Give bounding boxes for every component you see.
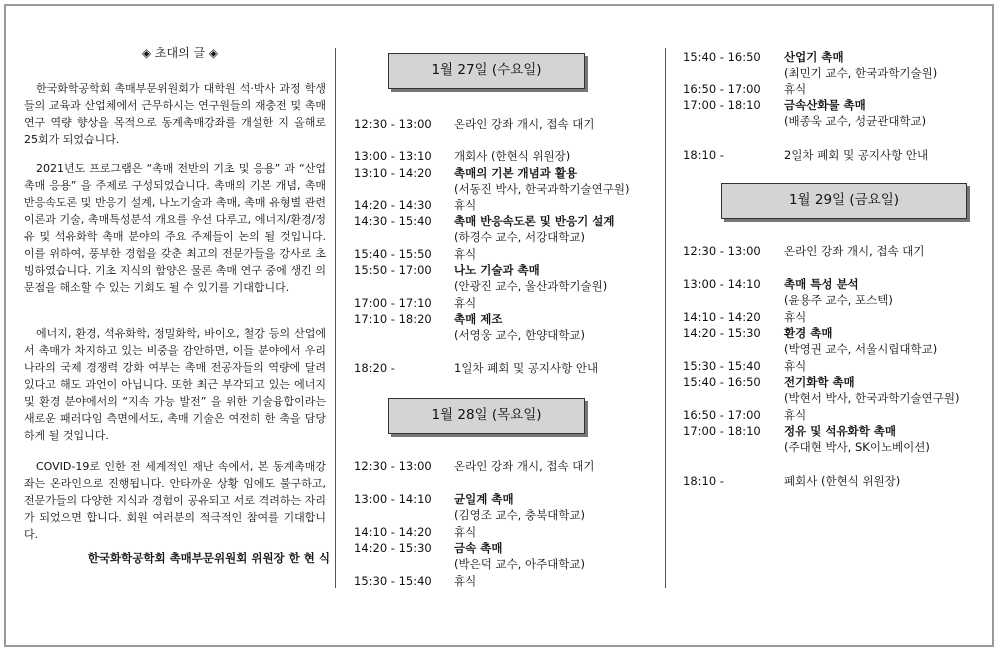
row-event: 정유 및 석유화학 촉매 <box>784 424 896 438</box>
row-speaker: (서동진 박사, 한국과학기술연구원) <box>454 182 630 196</box>
row-time: 14:20 - 14:30 <box>354 198 432 212</box>
row-time: 15:50 - 17:00 <box>354 263 432 277</box>
row-time: 18:20 - <box>354 361 395 375</box>
row-time: 18:10 - <box>683 148 724 162</box>
row-event: 휴식 <box>454 574 477 588</box>
row-event: 휴식 <box>454 525 477 539</box>
row-event: 온라인 강좌 개시, 접속 대기 <box>454 117 595 131</box>
intro-paragraph: 한국화학공학회 촉매부문위원회가 대학원 석·박사 과정 학생들의 교육과 산업체에서 근무하시는 연구원들의 재충전 및 촉매 연구 역량 향상을 목적으로 동계촉매강좌를 개설한 지 올해로 25회가 되었습니다. <box>24 82 326 146</box>
row-time: 12:30 - 13:00 <box>354 459 432 473</box>
row-speaker: (배종욱 교수, 성균관대학교) <box>784 114 927 128</box>
column-divider <box>665 48 666 588</box>
intro-paragraph: 2021년도 프로그램은 “촉매 전반의 기초 및 응용” 과 “산업 촉매 응용” 을 주제로 구성되었습니다. 촉매의 기본 개념, 촉매 반응속도론 및 반응기 설계, 나노기술과 촉매, 촉매 유형별 관련 이론과 기술, 촉매특성분석 개요를 우선 다루고, 에너지/환경/정유 및 석유화학 촉매 분야의 주요 주제들이 논의 될 것입니다. 이를 위하여, 풍부한 경험을 갖춘 최고의 전문가들을 강사로 초빙하였습니다. 기초 지식의 함양은 물론 촉매 연구 중에 생긴 의문점을 해소할 수 있는 기회도 될 수 있기를 기대합니다. <box>24 162 326 294</box>
row-time: 17:00 - 18:10 <box>683 424 761 438</box>
intro-paragraph: 에너지, 환경, 석유화학, 정밀화학, 바이오, 철강 등의 산업에서 촉매가 차지하고 있는 비중을 감안하면, 이들 분야에서 우리나라의 국제 경쟁력 강화 여부는 촉매 전공자들의 역량에 달려 있다고 해도 과언이 아닙니다. 또한 최근 부각되고 있는 에너지 및 환경 분야에서의 “지속 가능 발전” 을 위한 기술융합이라는 새로운 패러다임 측면에서도, 촉매 기술은 여전히 한 축을 담당하게 될 것입니다. <box>24 327 326 442</box>
row-time: 13:00 - 14:10 <box>354 492 432 506</box>
row-event: 휴식 <box>454 198 477 212</box>
row-event: 촉매 제조 <box>454 312 503 326</box>
row-event: 휴식 <box>784 82 807 96</box>
row-event: 금속산화물 촉매 <box>784 98 866 112</box>
row-time: 15:30 - 15:40 <box>354 574 432 588</box>
intro-paragraph: COVID-19로 인한 전 세계적인 재난 속에서, 본 동계촉매강좌는 온라인으로 진행됩니다. 안타까운 상황 임에도 불구하고, 전문가들의 다양한 지식과 경험이 공유되고 서로 격려하는 자리가 되었으면 합니다. 회원 여러분의 적극적인 참여를 기대합니다. <box>24 460 326 541</box>
row-time: 15:30 - 15:40 <box>683 359 761 373</box>
row-event: 휴식 <box>454 247 477 261</box>
row-time: 13:00 - 13:10 <box>354 149 432 163</box>
signature: 한국화학공학회 촉매부문위원회 위원장 한 현 식 <box>87 551 330 565</box>
day2-title: 1월 28일 (목요일) <box>388 398 585 434</box>
row-time: 15:40 - 16:50 <box>683 375 761 389</box>
row-event: 나노 기술과 촉매 <box>454 263 540 277</box>
row-event: 촉매 특성 분석 <box>784 277 859 291</box>
row-time: 17:10 - 18:20 <box>354 312 432 326</box>
row-time: 12:30 - 13:00 <box>354 117 432 131</box>
row-speaker: (서영웅 교수, 한양대학교) <box>454 328 586 342</box>
row-speaker: (박영권 교수, 서울시립대학교) <box>784 342 938 356</box>
row-time: 14:20 - 15:30 <box>354 541 432 555</box>
day1-title: 1월 27일 (수요일) <box>388 53 585 89</box>
row-event: 휴식 <box>784 359 807 373</box>
row-event: 온라인 강좌 개시, 접속 대기 <box>454 459 595 473</box>
row-speaker: (최민기 교수, 한국과학기술원) <box>784 66 938 80</box>
row-event: 환경 촉매 <box>784 326 833 340</box>
day3-title: 1월 29일 (금요일) <box>721 183 967 219</box>
row-speaker: (주대현 박사, SK이노베이션) <box>784 440 930 454</box>
row-event: 휴식 <box>784 408 807 422</box>
row-event: 산업기 촉매 <box>784 50 844 64</box>
row-speaker: (박은덕 교수, 아주대학교) <box>454 557 586 571</box>
row-time: 16:50 - 17:00 <box>683 408 761 422</box>
row-event: 휴식 <box>454 296 477 310</box>
row-speaker: (하경수 교수, 서강대학교) <box>454 230 586 244</box>
column-divider <box>335 48 336 588</box>
row-time: 18:10 - <box>683 474 724 488</box>
row-time: 15:40 - 16:50 <box>683 50 761 64</box>
intro-title: ◈ 초대의 글 ◈ <box>141 46 219 60</box>
row-event: 폐회사 (한현식 위원장) <box>784 474 901 488</box>
row-event: 금속 촉매 <box>454 541 503 555</box>
row-time: 14:20 - 15:30 <box>683 326 761 340</box>
row-event: 2일차 폐회 및 공지사항 안내 <box>784 148 929 162</box>
row-event: 온라인 강좌 개시, 접속 대기 <box>784 244 925 258</box>
row-speaker: (김영조 교수, 충북대학교) <box>454 508 586 522</box>
row-event: 전기화학 촉매 <box>784 375 855 389</box>
row-speaker: (안광진 교수, 울산과학기술원) <box>454 279 608 293</box>
row-event: 개회사 (한현식 위원장) <box>454 149 571 163</box>
row-speaker: (박현서 박사, 한국과학기술연구원) <box>784 391 960 405</box>
row-time: 17:00 - 17:10 <box>354 296 432 310</box>
row-time: 14:10 - 14:20 <box>354 525 432 539</box>
row-event: 촉매의 기본 개념과 활용 <box>454 166 578 180</box>
row-time: 16:50 - 17:00 <box>683 82 761 96</box>
row-event: 촉매 반응속도론 및 반응기 설계 <box>454 214 615 228</box>
row-event: 1일차 폐회 및 공지사항 안내 <box>454 361 599 375</box>
row-time: 14:30 - 15:40 <box>354 214 432 228</box>
row-event: 균일계 촉매 <box>454 492 514 506</box>
row-speaker: (윤용주 교수, 포스텍) <box>784 293 893 307</box>
row-time: 14:10 - 14:20 <box>683 310 761 324</box>
row-time: 13:00 - 14:10 <box>683 277 761 291</box>
row-time: 15:40 - 15:50 <box>354 247 432 261</box>
row-time: 13:10 - 14:20 <box>354 166 432 180</box>
row-time: 17:00 - 18:10 <box>683 98 761 112</box>
row-event: 휴식 <box>784 310 807 324</box>
row-time: 12:30 - 13:00 <box>683 244 761 258</box>
